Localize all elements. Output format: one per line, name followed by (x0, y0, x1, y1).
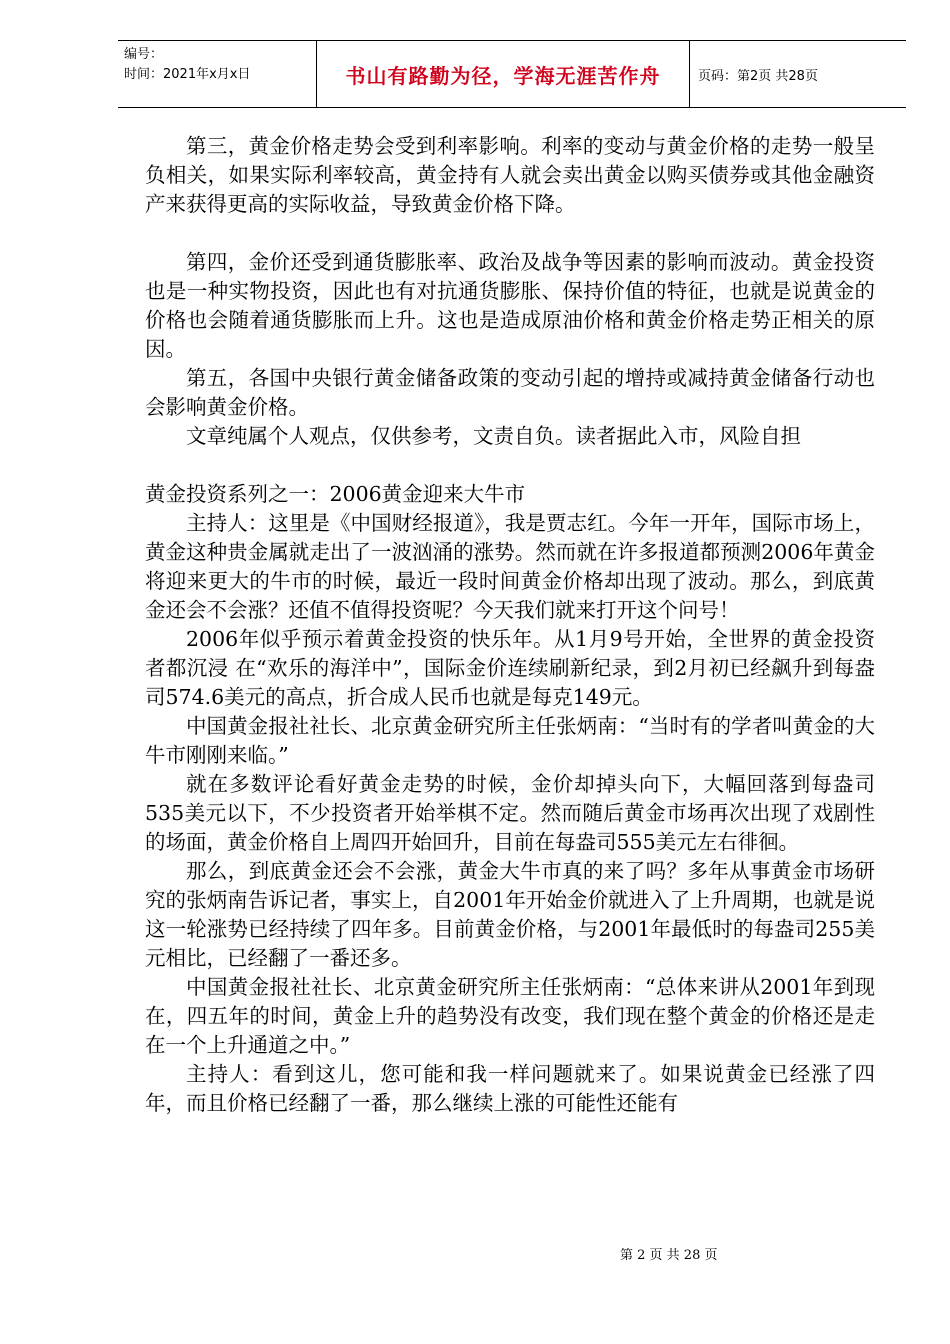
document-body (145, 132, 875, 1118)
paragraph: 第三，黄金价格走势会受到利率影响。利率的变动与黄金价格的走势一般呈负相关，如果实际利率较高，黄金持有人就会卖出黄金以购买债券或其他金融资产来获得更高的实际收益，导致黄金价格下降。 (145, 134, 875, 216)
paragraph: 中国黄金报社社长、北京黄金研究所主任张炳南：“当时有的学者叫黄金的大牛市刚刚来临。” (145, 714, 875, 767)
header-motto: 书山有路勤为径，学海无涯苦作舟 (316, 41, 690, 107)
paragraph: 2006年似乎预示着黄金投资的快乐年。从1月9号开始，全世界的黄金投资者都沉浸 在“欢乐的海洋中”，国际金价连续刷新纪录，到2月初已经飙升到每盎司574.6美元的高点，折合成人民币也就是每克149元。 (145, 627, 875, 709)
paragraph: 第五，各国中央银行黄金储备政策的变动引起的增持或减持黄金储备行动也会影响黄金价格。 (145, 366, 875, 419)
paragraph: 主持人：看到这儿，您可能和我一样问题就来了。如果说黄金已经涨了四年，而且价格已经翻了一番，那么继续上涨的可能性还能有 (145, 1062, 875, 1115)
paragraph: 那么，到底黄金还会不会涨，黄金大牛市真的来了吗？多年从事黄金市场研究的张炳南告诉记者，事实上，自2001年开始金价就进入了上升周期，也就是说这一轮涨势已经持续了四年多。目前黄金价格，与2001年最低时的每盎司255美元相比，已经翻了一番还多。 (145, 859, 875, 970)
page-footer: 第 2 页 共 28 页 (620, 1248, 718, 1263)
paragraph: 第四，金价还受到通货膨胀率、政治及战争等因素的影响而波动。黄金投资也是一种实物投资，因此也有对抗通货膨胀、保持价值的特征，也就是说黄金的价格也会随着通货膨胀而上升。这也是造成原油价格和黄金价格走势正相关的原因。 (145, 250, 875, 361)
header-page-info: 页码：第2页 共28页 (698, 68, 818, 84)
document-code-label: 编号： (124, 47, 164, 62)
document-time-label: 时间：2021年x月x日 (124, 67, 251, 82)
section-title: 黄金投资系列之一：2006黄金迎来大牛市 (145, 482, 526, 506)
paragraph: 文章纯属个人观点，仅供参考，文责自负。读者据此入市，风险自担 (186, 424, 801, 448)
header-meta (118, 41, 316, 107)
paragraph: 就在多数评论看好黄金走势的时候，金价却掉头向下，大幅回落到每盎司535美元以下，不少投资者开始举棋不定。然而随后黄金市场再次出现了戏剧性的场面，黄金价格自上周四开始回升，目前在每盎司555美元左右徘徊。 (145, 772, 875, 854)
page-header (118, 40, 906, 108)
paragraph: 中国黄金报社社长、北京黄金研究所主任张炳南：“总体来讲从2001年到现在，四五年的时间，黄金上升的趋势没有改变，我们现在整个黄金的价格还是走在一个上升通道之中。” (145, 975, 875, 1057)
paragraph: 主持人：这里是《中国财经报道》，我是贾志红。今年一开年，国际市场上，黄金这种贵金属就走出了一波汹涌的涨势。然而就在许多报道都预测2006年黄金将迎来更大的牛市的时候，最近一段时间黄金价格却出现了波动。那么，到底黄金还会不会涨？还值不值得投资呢？今天我们就来打开这个问号！ (145, 511, 875, 622)
